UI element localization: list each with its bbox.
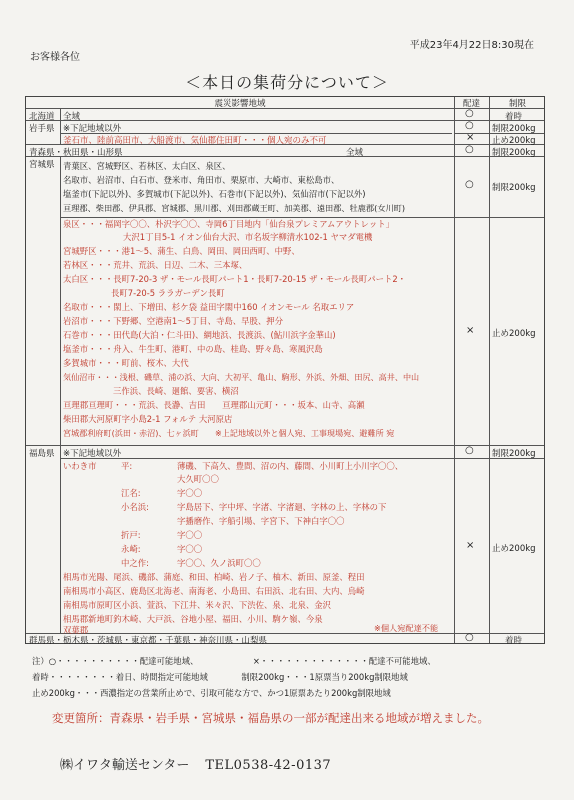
area-detail: ※下記地域以外 [63,449,122,459]
limit-value: 止め200kg [492,136,536,146]
town-list: 薄磯、下高久、豊間、沼の内、藤間、小川町上小川字〇〇、 [177,461,404,471]
district-label: 永崎: [121,544,141,554]
district-label: 折戸: [121,530,141,540]
delivery-mark: × [466,132,475,143]
limit-value: 着時 [505,636,523,646]
area-line: 宮城野区・・・港1～5、蒲生、白鳥、岡田、岡田西町、中野、 [63,246,300,256]
area-line: 青葉区、宮城野区、若林区、太白区、泉区、 [63,161,231,171]
pref-label: 宮城県 [29,160,55,170]
town-list: 字〇〇 [177,488,203,498]
area-line: 亘理郡亘理町・・・荒浜、長瀞、吉田 亘理郡山元町・・・坂本、山寺、高瀬 [63,400,365,410]
header-delivery: 配達 [462,99,480,109]
area-line: 相馬郡新地町釣木崎、大戸浜、谷地小屋、福田、小川、駒ケ嶺、今泉 [63,614,323,624]
delivery-mark: ○ [465,144,474,155]
pref-label: 北海道 [29,112,55,122]
page-title: ＜本日の集荷分について＞ [185,73,389,92]
area-line: 若林区・・・荒井、荒浜、日辺、二木、三本塚、 [63,260,248,270]
area-line: 宮城郡利府町(浜田・赤沼)、七ヶ浜町 ※上記地域以外と個人宛、工事現場宛、避難所 宛 [63,428,395,438]
area-line: 相馬市光陽、尾浜、磯部、蒲庭、和田、柏崎、岩ノ子、柚木、新田、原釜、程田 [63,572,365,582]
area-line: 南相馬市小高区、鹿島区北海老、南海老、小島田、右田浜、北右田、大内、烏崎 [63,586,365,596]
area-line: 三作浜、長崎、廻館、要害、横沼 [113,386,239,396]
limit-value: 制限200kg [492,124,536,134]
legend-line: 注）○・・・・・・・・・・配達可能地域、 ×・・・・・・・・・・・・・配達不可能地域、 [32,656,436,666]
limit-value: 制限200kg [492,148,536,158]
pref-label: 岩手県 [29,124,55,134]
table-row-fukushima [26,446,544,634]
town-list: 字〇〇 [177,530,203,540]
company-tel: TEL0538-42-0137 [205,758,332,773]
header-area: 震災影響地域 [214,99,266,109]
area-line: 塩釜市(下記以外)、多賀城市(下記以外)、石巻市(下記以外)、気仙沼市(下記以外) [63,189,366,199]
area-line: 多賀城市・・・町前、桜木、大代 [63,358,189,368]
area-line: 亘理郡、柴田郡、伊具郡、宮城郡、黒川郡、刈田郡蔵王町、加美郡、遠田郡、牡鹿郡(女川町) [63,203,406,213]
district-label: 江名: [121,488,141,498]
area-line: 南相馬市原町区小浜、萱浜、下江井、米々沢、下渋佐、泉、北泉、金沢 [63,600,331,610]
area-line: 気仙沼市・・・浅根、磯草、浦の浜、大向、大初平、亀山、駒形、外浜、外畑、田尻、高井、中山 [63,372,420,382]
area-detail: 釜石市、陸前高田市、大船渡市、気仙郡住田町・・・個人宛のみ不可 [63,136,327,146]
area-line: 名取市、岩沼市、白石市、登米市、角田市、栗原市、大崎市、東松島市、 [63,175,340,185]
company-name: ㈱イワタ輸送センター [60,758,190,773]
limit-value: 着時 [505,112,523,122]
area-line: 岩沼市・・・下野郷、空港南1～5丁目、寺島、早股、押分 [63,316,284,326]
addressee: お客様各位 [30,52,80,63]
area-line: 双葉郡 [63,625,89,635]
delivery-mark: × [466,540,475,551]
limit-value: 制限200kg [492,183,536,193]
header-limit: 制限 [508,99,526,109]
note-text: ※個人宛配達不能 [374,623,439,633]
delivery-mark: × [466,325,475,336]
table-row [26,634,544,645]
limit-value: 制限200kg [492,449,536,459]
pref-label: 福島県 [29,449,55,459]
table-row [26,121,544,145]
area-line: 大沢1丁目5-1 イオン仙台大沢、市名坂字柳清水102-1 ヤマダ電機 [123,232,373,242]
delivery-mark: ○ [465,632,474,643]
legend-line: 止め200kg・・・西濃指定の営業所止めで、引取可能な方で、かつ1原票あたり200kg制限地域 [32,688,391,698]
town-list: 字播磨作、字船引場、字宮下、下神白字〇〇 [177,516,345,526]
area-line: 名取市・・・閖上、下増田、杉ケ袋 益田字閖中160 イオンモール 名取エリア [63,302,355,312]
limit-value: 止め200kg [492,329,536,339]
delivery-table [25,96,545,644]
area-detail: ※下記地域以外 [63,124,122,134]
area-line: 石巻市・・・田代島(大泊・仁斗田)、網地浜、長渡浜、(鮎川浜字金華山) [63,330,336,340]
table-row-miyagi [26,157,544,446]
area-line: 柴田郡大河原町字小島2-1 フォルテ 大河原店 [63,414,233,424]
area-line: 長町7-20-5 ララガーデン長町 [111,288,225,298]
delivery-mark: ○ [465,120,474,131]
town-list: 字島居下、字中坪、字渚、字渚廻、字林の上、字林の下 [177,502,387,512]
pref-label: 青森県・秋田県・山形県 [29,148,123,158]
area-line: 塩釜市・・・舟入、牛生町、港町、中の島、桂島、野々島、寒風沢島 [63,344,323,354]
area-line: 泉区・・・福岡字〇〇、朴沢字〇〇、寺岡6丁目地内「仙台泉プレミアムアウトレット」 [63,219,394,229]
area-detail: 全域 [346,148,364,158]
company-info [60,754,331,773]
district-label: 小名浜: [121,502,149,512]
delivery-mark: ○ [465,179,474,190]
area-line: 太白区・・・長町7-20-3 ザ・モール長町パート1・長町7-20-15 ザ・モール長町パート2・ [63,274,407,284]
area-detail: 全域 [63,112,81,122]
pref-label: 群馬県・栃木県・茨城県・東京都・千葉県・神奈川県・山梨県 [29,636,268,646]
delivery-mark: ○ [465,108,474,119]
date-stamp: 平成23年4月22日8:30現在 [409,40,534,51]
change-notice: 変更箇所：青森県・岩手県・宮城県・福島県の一部が配達出来る地域が増えました。 [52,711,489,725]
district-label: 平: [121,461,133,471]
limit-value: 止め200kg [492,544,536,554]
town-list: 字〇〇 [177,544,203,554]
town-list: 字〇〇、久ノ浜町〇〇 [177,558,261,568]
city-label: いわき市 [63,461,97,471]
town-list: 大久町〇〇 [177,474,219,484]
table-row [26,145,544,157]
district-label: 中之作: [121,558,149,568]
delivery-mark: ○ [465,445,474,456]
legend-line: 着時・・・・・・・・着日、時間指定可能地域 制限200kg・・・1原票当り200kg制限地域 [32,672,408,682]
